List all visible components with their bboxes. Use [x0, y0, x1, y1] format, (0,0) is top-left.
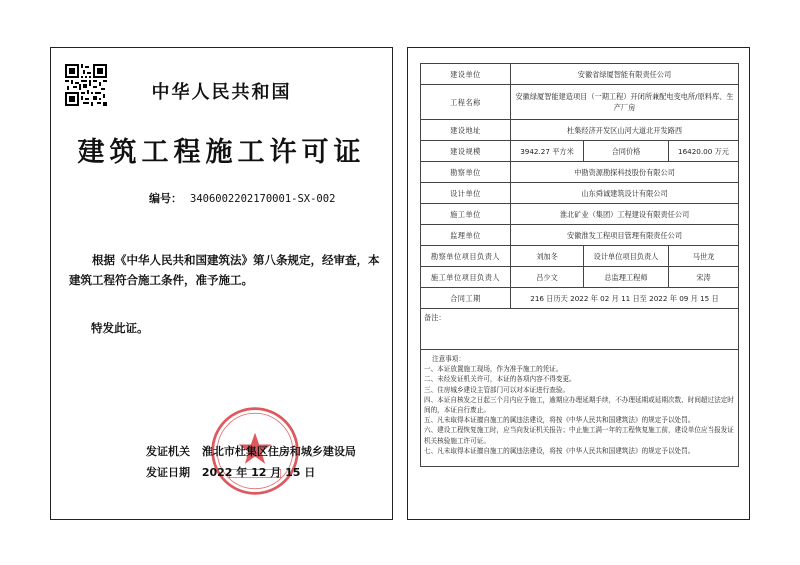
- construction-address-label: 建设地址: [421, 120, 511, 141]
- precaution-item: 一、本证放置施工现场，作为准予施工的凭证。: [424, 365, 563, 374]
- survey-unit-label: 勘察单位: [421, 162, 511, 183]
- issuing-authority-value: 淮北市杜集区住房和城乡建设局: [201, 445, 356, 458]
- project-info-table: [420, 63, 739, 467]
- project-name-value: 安徽绿厦智能建造项目（一期工程）开闭所兼配电变电所/原料库、生产厂房: [511, 85, 739, 120]
- table-row: [421, 267, 739, 288]
- precaution-item: 七、凡未取得本证擅自施工的属违法建设，将按《中华人民共和国建筑法》的规定予以处罚。: [424, 446, 695, 455]
- table-row: [421, 64, 739, 85]
- table-row: [421, 204, 739, 225]
- issuing-authority: [146, 443, 356, 459]
- table-row: [421, 246, 739, 267]
- precaution-item: 五、凡未取得本证擅自施工的属违法建设，将按《中华人民共和国建筑法》的规定予以处罚。: [424, 416, 695, 425]
- construction-address-value: 杜集经济开发区山河大道北开发路西: [511, 120, 739, 141]
- survey-manager-value: 刘加冬: [511, 246, 584, 267]
- design-manager-value: 马世龙: [669, 246, 739, 267]
- precautions-cell: [421, 350, 739, 467]
- table-row: [421, 141, 739, 162]
- certificate-title: 建筑工程施工许可证: [77, 137, 366, 168]
- notes-label: 备注：: [424, 313, 446, 322]
- issuing-authority-label: 发证机关: [146, 445, 190, 458]
- certificate-number-value: 3406002202170001-SX-002: [190, 193, 336, 205]
- construction-company-label: 施工单位: [421, 204, 511, 225]
- supervision-unit-value: 安徽淮发工程项目管理有限责任公司: [511, 225, 739, 246]
- certificate-number: [149, 190, 335, 206]
- precaution-item: 二、未经发证机关许可，本证的各项内容不得变更。: [424, 375, 576, 384]
- design-unit-label: 设计单位: [421, 183, 511, 204]
- construction-scale-label: 建设规模: [421, 141, 511, 162]
- contract-period-label: 合同工期: [421, 288, 511, 309]
- certificate-number-label: 编号：: [149, 192, 182, 205]
- hereby-issued-text: 特发此证。: [91, 321, 149, 335]
- project-name-label: 工程名称: [421, 85, 511, 120]
- design-unit-value: 山东舜诚建筑设计有限公司: [511, 183, 739, 204]
- country-header: 中华人民共和国: [151, 82, 292, 103]
- precautions-title: 注意事项：: [432, 355, 465, 363]
- table-row: [421, 120, 739, 141]
- contract-price-value: 16420.00 万元: [669, 141, 739, 162]
- chief-supervisor-label: 总监理工程师: [584, 267, 669, 288]
- certificate-body-text: 根据《中华人民共和国建筑法》第八条规定，经审查，本建筑工程符合施工条件，准予施工。: [69, 253, 380, 287]
- table-row: [421, 162, 739, 183]
- issue-date-value: 2022 年 12 月 15 日: [201, 466, 316, 479]
- issue-date: [146, 464, 315, 480]
- notes-cell: [421, 309, 739, 350]
- contract-period-value: 216 日历天 2022 年 02 月 11 日至 2022 年 09 月 15 日: [511, 288, 739, 309]
- issue-date-label: 发证日期: [146, 466, 190, 479]
- construction-scale-value: 3942.27 平方米: [511, 141, 584, 162]
- supervision-unit-label: 监理单位: [421, 225, 511, 246]
- construction-unit-value: 安徽省绿厦智能有限责任公司: [511, 64, 739, 85]
- precaution-item: 四、本证自核发之日起三个月内应予施工，逾期应办理延期手续，不办理延期或延期次数、时间超过法定时间的，本证自行废止。: [424, 395, 734, 415]
- chief-supervisor-value: 宋涛: [669, 267, 739, 288]
- table-row: [421, 183, 739, 204]
- precaution-item: 三、住房城乡建设主管部门可以对本证进行查验。: [424, 385, 570, 394]
- certificate-front-page: [50, 47, 393, 520]
- design-manager-label: 设计单位项目负责人: [584, 246, 669, 267]
- table-row: [421, 309, 739, 350]
- construction-manager-label: 施工单位项目负责人: [421, 267, 511, 288]
- construction-manager-value: 吕少文: [511, 267, 584, 288]
- construction-company-value: 淮北矿业（集团）工程建设有限责任公司: [511, 204, 739, 225]
- contract-price-label: 合同价格: [584, 141, 669, 162]
- certificate-info-page: [407, 47, 750, 520]
- survey-manager-label: 勘察单位项目负责人: [421, 246, 511, 267]
- table-row: [421, 85, 739, 120]
- table-row: [421, 288, 739, 309]
- table-row: [421, 350, 739, 467]
- survey-unit-value: 中勘资源勘探科技股份有限公司: [511, 162, 739, 183]
- construction-unit-label: 建设单位: [421, 64, 511, 85]
- precaution-item: 六、建设工程恢复施工时，应当向发证机关报告；中止施工满一年的工程恢复施工前，建设单位应当报发证机关核验施工许可证。: [424, 426, 734, 445]
- table-row: [421, 225, 739, 246]
